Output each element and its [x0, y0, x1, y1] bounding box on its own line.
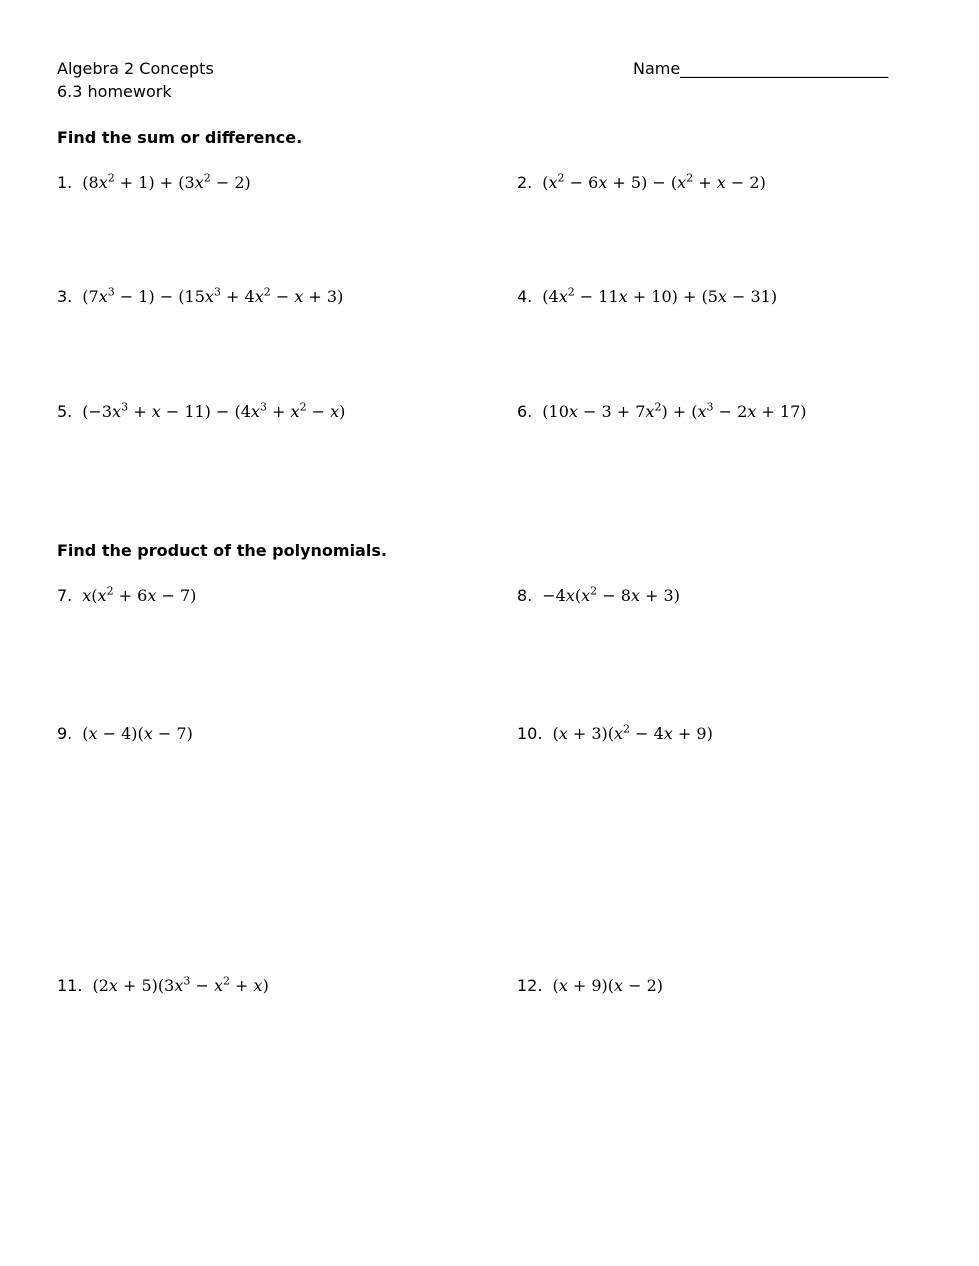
problem-expression: $(x^2 - 6x + 5) - (x^2 + x - 2)$ [542, 171, 766, 192]
problem-expression: (x + 9)(x − 2) [552, 976, 664, 995]
problem-expression: $(2x + 5)(3x^3 - x^2 + x)$ [92, 974, 269, 995]
problem-number: 2. [517, 173, 533, 192]
problem-number: 12. [517, 976, 543, 995]
problem-2 [517, 172, 766, 194]
section-heading-sum-difference: Find the sum or difference. [57, 128, 303, 147]
problem-number: 7. [57, 586, 73, 605]
problem-12 [517, 975, 663, 997]
problem-expression: $(10x - 3 + 7x^2) + (x^3 - 2x + 17)$ [542, 400, 807, 421]
problem-10 [517, 723, 713, 745]
problem-expression: $(x + 3)(x^2 - 4x + 9)$ [552, 722, 713, 743]
problem-7 [57, 585, 196, 607]
assignment-title: 6.3 homework [57, 82, 172, 101]
problem-number: 9. [57, 724, 73, 743]
problem-1 [57, 172, 251, 194]
problem-number: 10. [517, 724, 543, 743]
problem-expression: $x(x^2 + 6x - 7)$ [82, 584, 197, 605]
problem-9 [57, 723, 193, 745]
problem-expression: $(-3x^3 + x - 11) - (4x^3 + x^2 - x)$ [82, 400, 346, 421]
name-field-label: Name__________________________ [633, 59, 889, 78]
section-heading-product: Find the product of the polynomials. [57, 541, 387, 560]
problem-11 [57, 975, 269, 997]
course-title: Algebra 2 Concepts [57, 59, 214, 78]
problem-5 [57, 401, 345, 423]
problem-number: 11. [57, 976, 83, 995]
problem-number: 5. [57, 402, 73, 421]
problem-number: 8. [517, 586, 533, 605]
problem-4 [517, 286, 777, 308]
problem-6 [517, 401, 807, 423]
problem-expression: $(4x^2 - 11x + 10) + (5x - 31)$ [542, 285, 778, 306]
problem-expression: $-4x(x^2 - 8x + 3)$ [542, 584, 680, 605]
problem-expression: $(7x^3 - 1) - (15x^3 + 4x^2 - x + 3)$ [82, 285, 344, 306]
problem-8 [517, 585, 680, 607]
problem-number: 4. [517, 287, 533, 306]
problem-expression: $(8x^2 + 1) + (3x^2 - 2)$ [82, 171, 251, 192]
problem-number: 3. [57, 287, 73, 306]
problem-expression: (x − 4)(x − 7) [82, 724, 193, 743]
problem-number: 1. [57, 173, 73, 192]
problem-number: 6. [517, 402, 533, 421]
problem-3 [57, 286, 343, 308]
